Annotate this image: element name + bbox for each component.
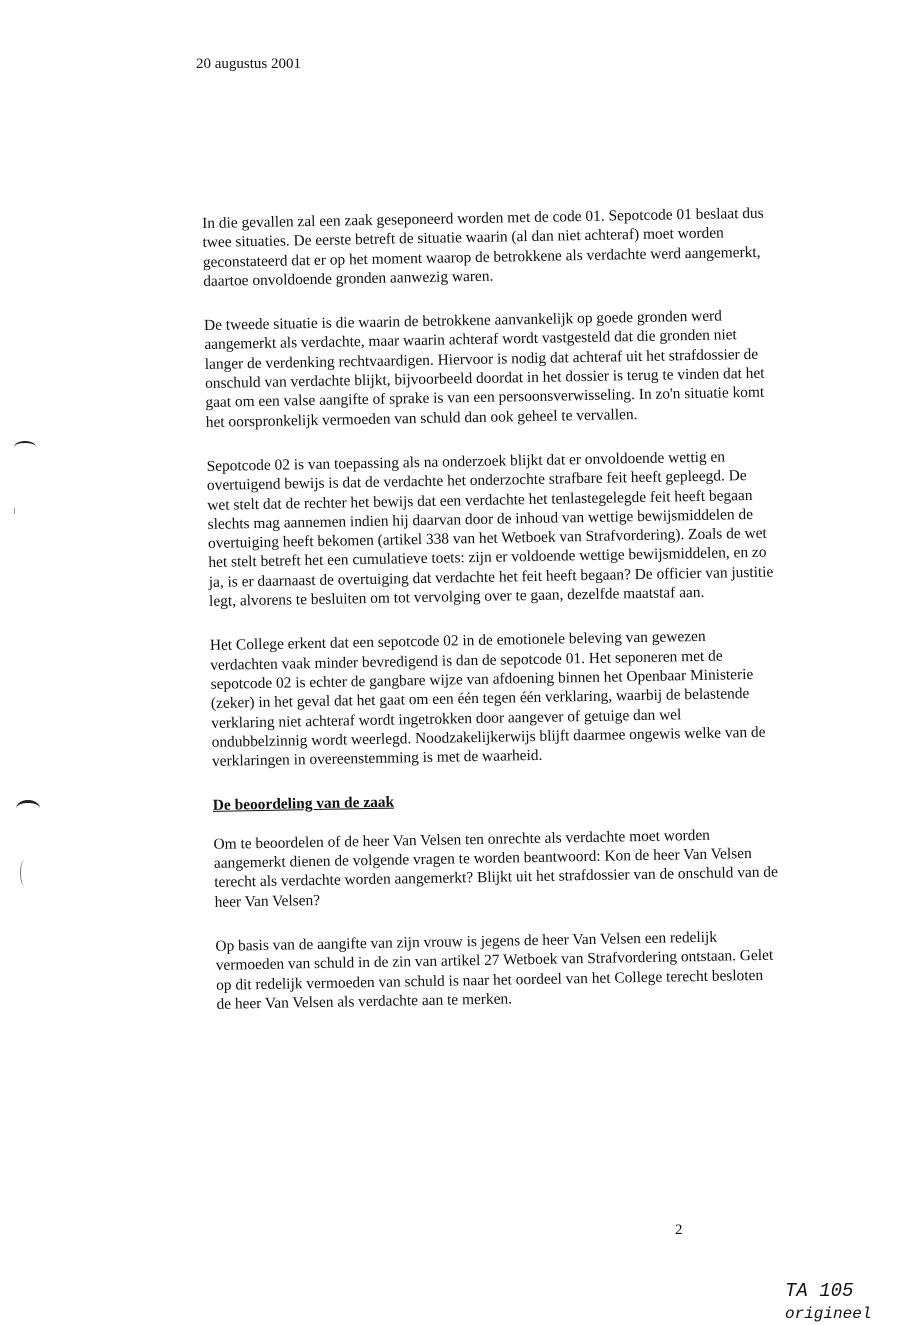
paragraph-assessment-conclusion: Op basis van de aangifte van zijn vrouw is jegens de heer Van Velsen een redelijk vermoeden van schuld in de zin van artikel 27 Wetboek van Strafvordering ontstaan. Gelet op dit redelijk vermoeden van schuld is naar het oordeel van het College terecht besloten de heer Van Velsen als verdachte aan te merken. bbox=[215, 928, 774, 1013]
scan-artifact-mark bbox=[20, 860, 29, 886]
handwritten-note bbox=[783, 1278, 898, 1323]
paragraph-college-acknowledges: Het College erkent dat een sepotcode 02 in de emotionele beleving van gewezen verdachten vaak minder bevredigend is dan de sepotcode 01. Het seponeren met de sepotcode 02 is echter de gangbare wijze van afdoening binnen het Openbaar Ministerie (zeker) in het geval dat het gaat om een één tegen één verklaring, waarbij de belastende verklaring niet achteraf wordt ingetrokken door aangever of getuige dan wel ondubbelzinnig wordt weerlegd. Noodzakelijkerwijs blijft daarmee ongewis welke van de verklaringen in overeenstemming is met de waarheid. bbox=[209, 628, 766, 771]
paragraph-sepotcode-02: Sepotcode 02 is van toepassing als na onderzoek blijkt dat er onvoldoende wettig en overtuigend bewijs is dat de verdachte het onderzochte strafbare feit heeft gepleegd. De wet stelt dat de rechter het bewijs dat een verdachte het tenlastegelegde feit heeft begaan slechts mag aannemen indien hij daarvan door de inhoud van wettige bewijsmiddelen de overtuiging heeft bekomen (artikel 338 van het Wetboek van Strafvordering). Zoals de wet het stelt betreft het een cumulatieve toets: zijn er voldoende wettige bewijsmiddelen, en zo ja, is er daarnaast de overtuiging dat verdachte het feit heeft begaan? De officier van justitie legt, alvorens te besluiten om tot vervolging over te gaan, dezelfde maatstaf aan. bbox=[206, 448, 774, 610]
scan-artifact-mark bbox=[16, 800, 40, 817]
page-number: 2 bbox=[675, 1222, 683, 1238]
document-body bbox=[202, 204, 782, 1039]
paragraph-second-situation: De tweede situatie is die waarin de betrokkene aanvankelijk op goede gronden werd aangemerkt als verdachte, maar waarin achteraf wordt vastgesteld dat die gronden niet langer de verdenking rechtvaardigen. Hiervoor is nodig dat achteraf uit het strafdossier de onschuld van verdachte blijkt, bijvoorbeeld doordat in het dossier is terug te vinden dat het gaat om een valse aangifte of sprake is van een persoonsverwisseling. In zo'n situatie komt het oorspronkelijk vermoeden van schuld dan ook geheel te vervallen. bbox=[203, 307, 765, 431]
handwritten-note-line-1: TA 105 bbox=[785, 1280, 854, 1302]
scan-artifact-mark bbox=[14, 441, 36, 453]
scan-artifact-mark bbox=[14, 508, 17, 514]
paragraph-sepotcode-01: In die gevallen zal een zaak geseponeerd worden met de code 01. Sepotcode 01 beslaat dus twee situaties. De eerste betreft de situatie waarin (al dan niet achteraf) moet worden geconstateerd dat er op het moment waarop de betrokkene als verdachte werd aangemerkt, daartoe onvoldoende gronden aanwezig waren. bbox=[202, 204, 764, 290]
handwritten-note-line-2: origineel bbox=[785, 1305, 872, 1323]
document-date: 20 augustus 2001 bbox=[196, 56, 301, 72]
section-heading: De beoordeling van de zaak bbox=[212, 794, 395, 815]
paragraph-assessment-questions: Om te beoordelen of de heer Van Velsen ten onrechte als verdachte moet worden aangemerkt dienen de volgende vragen te worden beantwoord: Kon de heer Van Velsen terecht als verdachte worden aangemerkt? Blijkt uit het strafdossier van de onschuld van de heer Van Velsen? bbox=[213, 826, 779, 911]
